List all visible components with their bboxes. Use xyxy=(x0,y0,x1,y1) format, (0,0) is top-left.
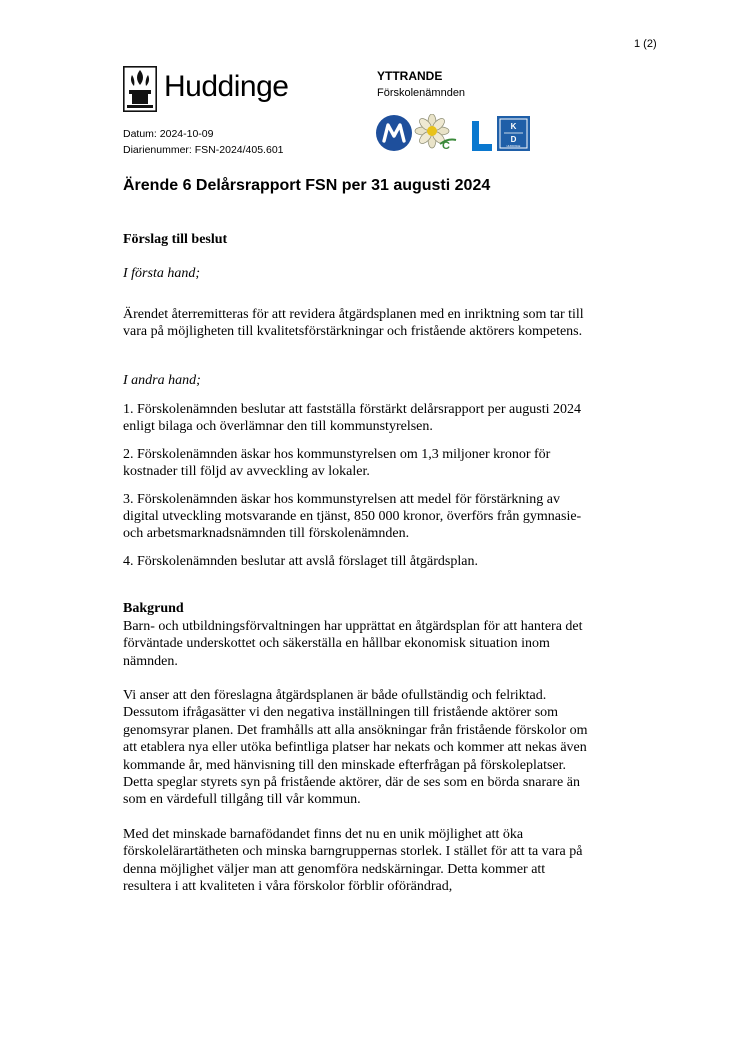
first-hand-text: Ärendet återremitteras för att revidera åtgärdsplanen med en inriktning som tar till vara på möjligheten till kvalitetsförstärkningar och fristående aktörers kompetens. xyxy=(123,306,584,340)
second-hand-label: I andra hand; xyxy=(123,372,201,388)
kd-bottom-letter: D xyxy=(510,135,517,144)
c-label: C xyxy=(442,140,450,152)
logo-wordmark: Huddinge xyxy=(164,70,289,103)
kd-subtitle: HUDDINGE xyxy=(506,145,521,148)
page-number: 1 (2) xyxy=(634,38,657,50)
kd-top-letter: K xyxy=(510,122,517,131)
background-paragraph: Vi anser att den föreslagna åtgärdsplanen är både ofullständig och felriktad. Dessutom ifrågasätter vi den negativa inställningen till fristående aktörer som genomsyrar planen. Det framhålls att alla ansökningar från fristående förskolor om att etablera nya eller utöka befintliga platser har nekats och kommer att nekas även kommande år, med hänvisning till den minskade efterfrågan på förskoleplatser. Detta speglar styrets syn på fristående aktörer, där de ses som en börda snarare än som en värdefull tillgång till vår kommun. xyxy=(123,687,588,808)
recipient: Förskolenämnden xyxy=(377,87,466,99)
background-heading: Bakgrund xyxy=(123,601,184,617)
diary-number-line: Diarienummer: FSN-2024/405.601 xyxy=(123,144,284,156)
huddinge-emblem-icon xyxy=(123,66,157,112)
proposal-item: 3. Förskolenämnden äskar hos kommunstyrelsen att medel för förstärkning av digital utveckling motsvarande en tjänst, 850 000 kronor, överförs från gymnasie- och arbetsmarknadsnämnden till förskolenämnden. xyxy=(123,491,582,542)
background-paragraph: Med det minskade barnafödandet finns det nu en unik möjlighet att öka förskolelärartätheten och minska barngruppernas storlek. I stället för att ta vara på denna möjlighet väljer man att genomföra nedskärningar. Detta kommer att resultera i att kvaliteten i våra förskolor förblir oförändrad, xyxy=(123,826,583,894)
moderaterna-logo-icon xyxy=(376,115,412,151)
document-body xyxy=(123,231,593,895)
background-paragraph: Barn- och utbildningsförvaltningen har upprättat en åtgärdsplan för att hantera det förväntade underskottet och säkerställa en hållbar ekonomisk situation inom nämnden. xyxy=(123,618,583,669)
kristdemokraterna-logo-icon xyxy=(497,116,530,151)
date-line: Datum: 2024-10-09 xyxy=(123,128,214,140)
proposal-heading: Förslag till beslut xyxy=(123,232,228,247)
proposal-item: 4. Förskolenämnden beslutar att avslå förslaget till åtgärdsplan. xyxy=(123,553,478,569)
document-title: Ärende 6 Delårsrapport FSN per 31 augusti 2024 xyxy=(123,177,491,194)
centerpartiet-logo-icon xyxy=(415,114,456,152)
proposal-item: 1. Förskolenämnden beslutar att fastställa förstärkt delårsrapport per augusti 2024 enligt bilaga och överlämnar den till kommunstyrelsen. xyxy=(123,402,581,435)
first-hand-label: I första hand; xyxy=(123,266,200,282)
party-logos xyxy=(376,114,532,152)
proposal-item: 2. Förskolenämnden äskar hos kommunstyrelsen om 1,3 miljoner kronor för kostnader till följd av avveckling av lokaler. xyxy=(123,446,551,480)
liberalerna-logo-icon xyxy=(472,121,492,151)
document-type: YTTRANDE xyxy=(377,69,443,83)
